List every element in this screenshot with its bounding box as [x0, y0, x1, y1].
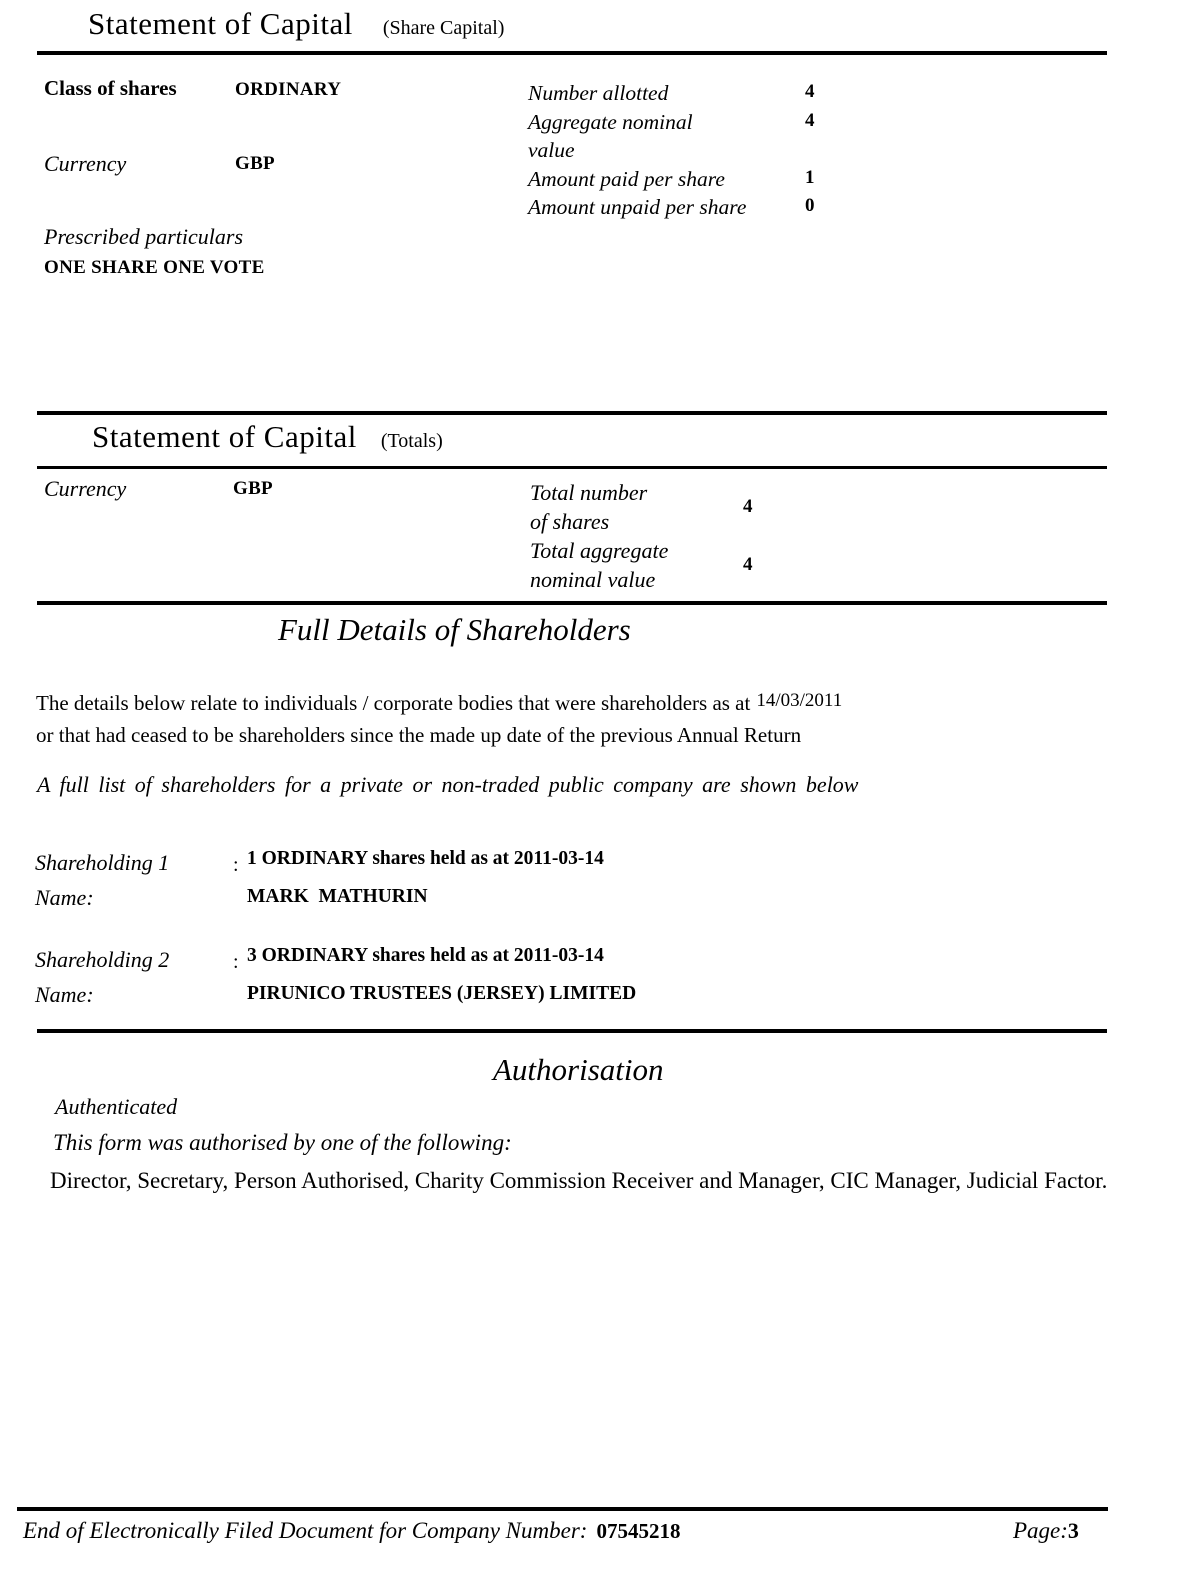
currency-label: Currency [44, 476, 127, 501]
prescribed-particulars-label: Prescribed particulars [44, 224, 243, 249]
field-value: 1 [805, 166, 815, 188]
horizontal-rule [37, 601, 1107, 605]
page-number: 3 [1067, 1518, 1079, 1543]
horizontal-rule [37, 466, 1107, 469]
authorisation-statement: This form was authorised by one of the following: [53, 1130, 512, 1155]
class-of-shares-label: Class of shares [44, 76, 177, 100]
section-title-totals [92, 419, 443, 455]
authenticated-label: Authenticated [55, 1094, 178, 1119]
shareholding-detail: 3 ORDINARY shares held as at 2011-03-14 [247, 945, 604, 966]
horizontal-rule [37, 411, 1107, 415]
field-label: Amount unpaid per share [528, 195, 747, 219]
field-row-amount-paid [528, 165, 888, 194]
authoriser-roles: Director, Secretary, Person Authorised, Charity Commission Receiver and Manager, CIC Manager, Judicial Factor. [50, 1168, 1108, 1193]
shareholding-label: Shareholding 1 [35, 850, 170, 875]
field-row-aggregate-nominal-value [528, 108, 888, 165]
field-label-line2: of shares [530, 509, 610, 534]
field-value: 4 [743, 554, 753, 575]
footer-page-indicator [1013, 1518, 1079, 1544]
separator-colon: : [233, 854, 239, 876]
field-value: 4 [805, 109, 815, 131]
currency-value: GBP [235, 153, 275, 174]
field-label [530, 478, 850, 536]
authorisation-section-title: Authorisation [493, 1052, 664, 1087]
shareholding-entry-1 [35, 848, 1145, 920]
made-up-date: 14/03/2011 [756, 690, 843, 711]
field-label-line1: Aggregate nominal [528, 109, 693, 134]
horizontal-rule [37, 1029, 1107, 1033]
name-label: Name: [35, 885, 94, 910]
end-of-document-label: End of Electronically Filed Document for Company Number: [23, 1518, 588, 1543]
section-subtitle: (Totals) [380, 430, 443, 452]
separator-colon: : [233, 951, 239, 973]
field-label-line2: value [528, 138, 575, 162]
shareholders-section-title: Full Details of Shareholders [278, 612, 631, 647]
field-label-line1: Total aggregate [530, 538, 669, 563]
section-subtitle: (Share Capital) [382, 17, 505, 39]
horizontal-rule [17, 1507, 1108, 1511]
shareholding-detail: 1 ORDINARY shares held as at 2011-03-14 [247, 848, 604, 869]
share-capital-field-list [528, 79, 888, 222]
field-label [528, 108, 888, 165]
field-row-total-shares [530, 478, 850, 536]
field-value: 4 [805, 81, 815, 102]
company-number: 07545218 [596, 1519, 681, 1543]
field-label-line1: Total number [530, 480, 648, 505]
intro-line2: or that had ceased to be shareholders since the made up date of the previous Annual Return [36, 723, 802, 747]
field-row-amount-unpaid [528, 193, 888, 222]
field-row-number-allotted [528, 79, 888, 108]
page-label: Page: [1013, 1518, 1068, 1543]
field-label: Amount paid per share [528, 166, 725, 191]
name-label: Name: [35, 982, 94, 1007]
field-value: 0 [805, 195, 815, 216]
prescribed-particulars-value: ONE SHARE ONE VOTE [44, 257, 265, 278]
field-label-line2: nominal value [530, 567, 656, 592]
field-value: 4 [743, 496, 753, 517]
section-title: Statement of Capital [92, 419, 357, 454]
shareholder-name: PIRUNICO TRUSTEES (JERSEY) LIMITED [247, 983, 637, 1004]
intro-prefix: The details below relate to individuals / corporate bodies that were shareholders as at [36, 691, 751, 715]
shareholders-intro [36, 688, 842, 750]
totals-field-list [530, 478, 850, 594]
horizontal-rule [37, 51, 1107, 55]
section-title: Statement of Capital [88, 6, 353, 41]
footer-end-statement [23, 1518, 680, 1544]
currency-value: GBP [233, 478, 273, 499]
field-label: Number allotted [528, 81, 669, 105]
shareholder-name: MARK MATHURIN [247, 886, 428, 907]
currency-label: Currency [44, 151, 127, 176]
section-title-share-capital [88, 6, 504, 42]
shareholding-entry-2 [35, 945, 1145, 1017]
class-of-shares-value: ORDINARY [235, 79, 342, 100]
field-label [530, 536, 850, 594]
intro-line1 [36, 688, 842, 720]
shareholding-label: Shareholding 2 [35, 947, 170, 972]
field-row-total-aggregate [530, 536, 850, 594]
full-list-note: A full list of shareholders for a private or non-traded public company are shown below [37, 772, 859, 797]
